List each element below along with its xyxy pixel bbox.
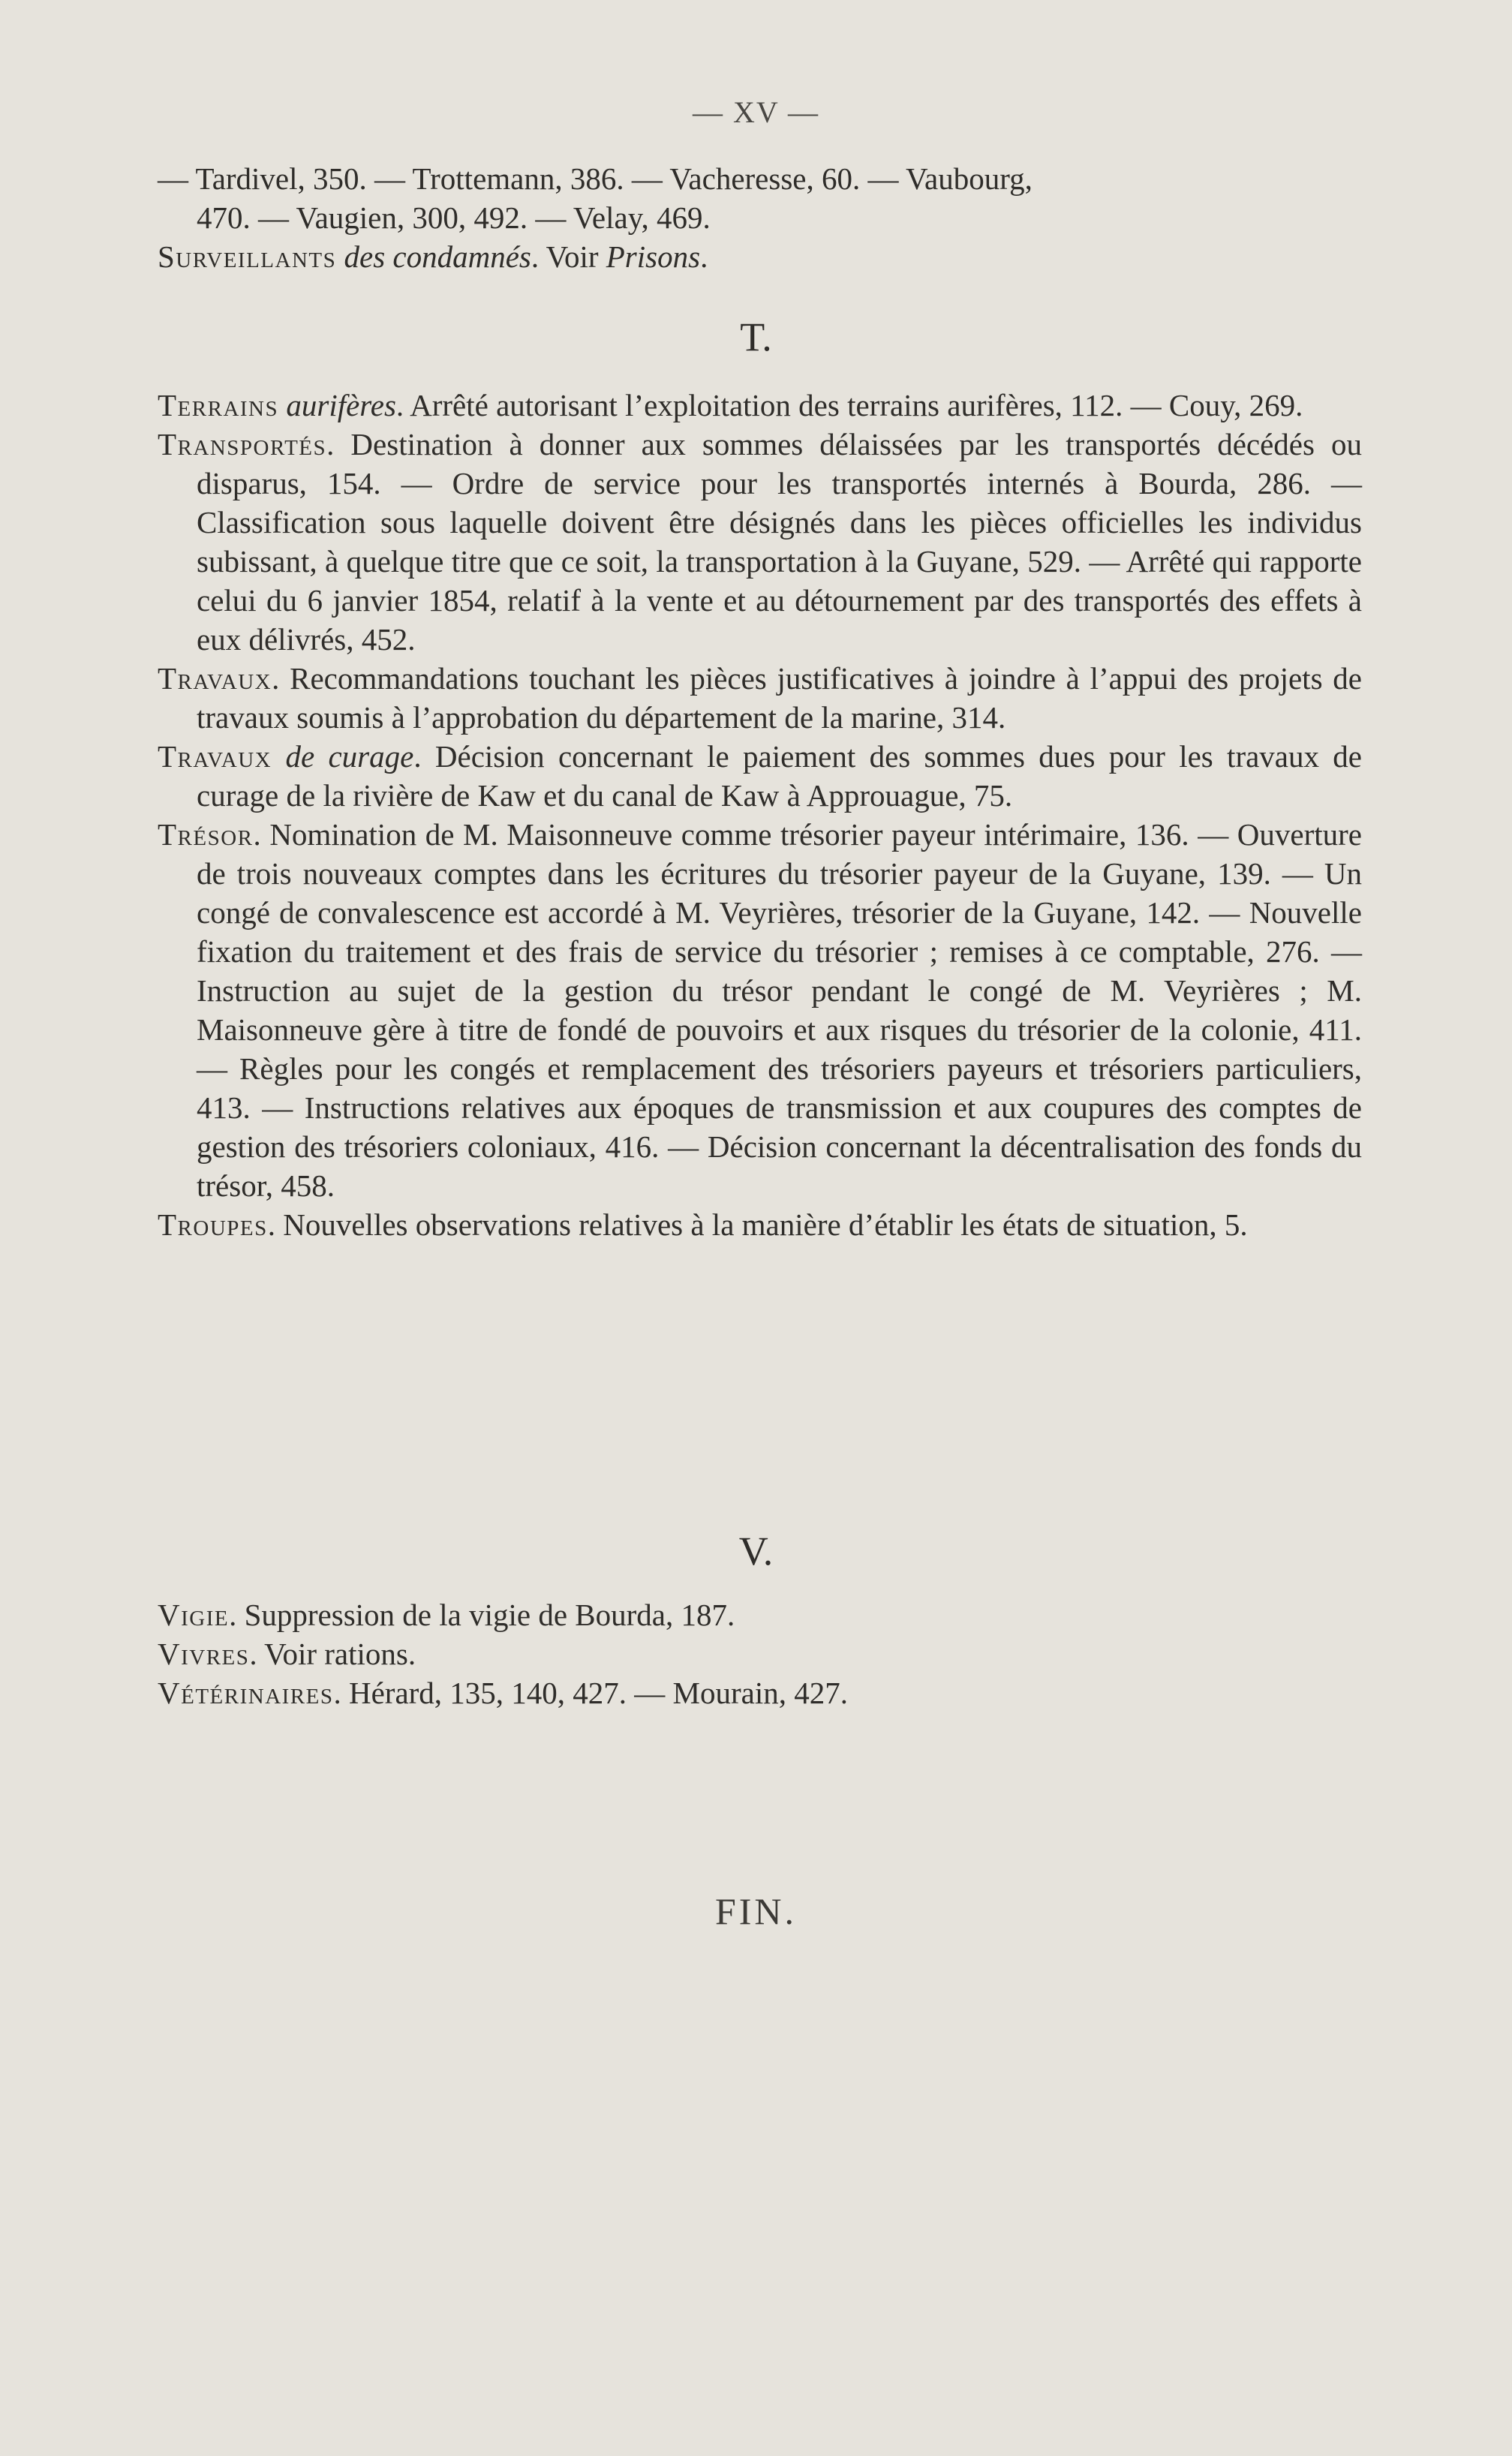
entry-text: . Suppression de la vigie de Bourda, 187. [229,1598,735,1632]
entry-head: Vivres [158,1637,250,1671]
index-entry-terrains [158,386,1362,425]
index-entry-travaux-de-curage [158,737,1362,815]
entry-head: Surveillants [158,239,337,274]
index-line: 470. — Vaugien, 300, 492. — Velay, 469. [197,200,711,235]
entry-head: Vigie [158,1598,230,1632]
index-section-v [158,1595,1362,1712]
index-entry-vivres [158,1634,1362,1673]
index-line: — Tardivel, 350. — Trottemann, 386. — Vacheresse, 60. — Vaubourg, [158,161,1033,196]
index-entry-surveillants [158,237,1362,276]
entry-head: Transportés [158,427,327,461]
entry-text: . Voir [531,239,606,274]
entry-text: . Arrêté autorisant l’exploitation des terrains aurifères, 112. — Couy, 269. [395,388,1303,422]
entry-head: Troupes [158,1207,268,1242]
entry-qualifier: aurifères [286,388,396,422]
index-section-s-tail [158,159,1362,276]
entry-head: Travaux [158,661,272,696]
entry-text: . Nomination de M. Maisonneuve comme trésorier payeur intérimaire, 136. — Ouverture de trois nouveaux comptes dans les écritures du trésorier payeur de la Guyane, 139. — Un congé de convalescence est accordé à M. Veyrières, trésorier de la Guyane, 142. — Nouvelle fixation du traitement et des frais de service du trésorier ; remises à ce comptable, 276. — Instruction au sujet de la gestion du trésor pendant le congé de M. Veyrières ; M. Maisonneuve gère à titre de fondé de pouvoirs et aux risques du trésorier de la colonie, 411. — Règles pour les congés et remplacement des trésoriers payeurs et trésoriers particuliers, 413. — Instructions relatives aux époques de transmission et aux coupures des comptes de gestion des trésoriers coloniaux, 416. — Décision concernant la décentralisation des fonds du trésor, 458. [197,817,1362,1203]
index-section-t [158,386,1362,1244]
end-mark: FIN. [714,1890,798,1932]
index-entry-troupes [158,1205,1362,1244]
index-entry-vigie [158,1595,1362,1634]
entry-text: . Décision concernant le paiement des sommes dues pour les travaux de curage de la rivière de Kaw et du canal de Kaw à Approuague, 75. [197,739,1363,813]
entry-text: . Hérard, 135, 140, 427. — Mourain, 427. [333,1676,848,1710]
index-entry-veterinaires [158,1673,1362,1712]
index-entry-tresor [158,815,1362,1205]
entry-text: . [700,239,708,274]
index-entry-travaux [158,659,1362,737]
entry-reference: Prisons [606,239,701,274]
entry-text: . Recommandations touchant les pièces justificatives à joindre à l’appui des projets de travaux soumis à l’approbation du département de la marine, 314. [197,661,1362,735]
section-letter-v: V. [738,1529,774,1574]
section-letter-t: T. [740,314,772,359]
entry-text: . Voir rations. [249,1637,416,1671]
entry-text: . Destination à donner aux sommes délaissées par les transportés décédés ou disparus, 154. — Ordre de service pour les transportés internés à Bourda, 286. — Classification sous laquelle doivent être désignés dans les pièces officielles les individus subissant, à quelque titre que ce soit, la transportation à la Guyane, 529. — Arrêté qui rapporte celui du 6 janvier 1854, relatif à la vente et au détournement par des transportés des effets à eux délivrés, 452. [197,427,1362,657]
index-entry-transportes [158,425,1362,659]
entry-head: Terrains [158,388,279,422]
entry-text: . Nouvelles observations relatives à la manière d’établir les états de situation, 5. [267,1207,1248,1242]
entry-qualifier: des condamnés [344,239,531,274]
entry-head: Travaux [158,739,272,774]
entry-qualifier: de curage [285,739,414,774]
page-number: — XV — [692,95,820,129]
entry-head: Trésor [158,817,254,852]
entry-head: Vétérinaires [158,1676,334,1710]
